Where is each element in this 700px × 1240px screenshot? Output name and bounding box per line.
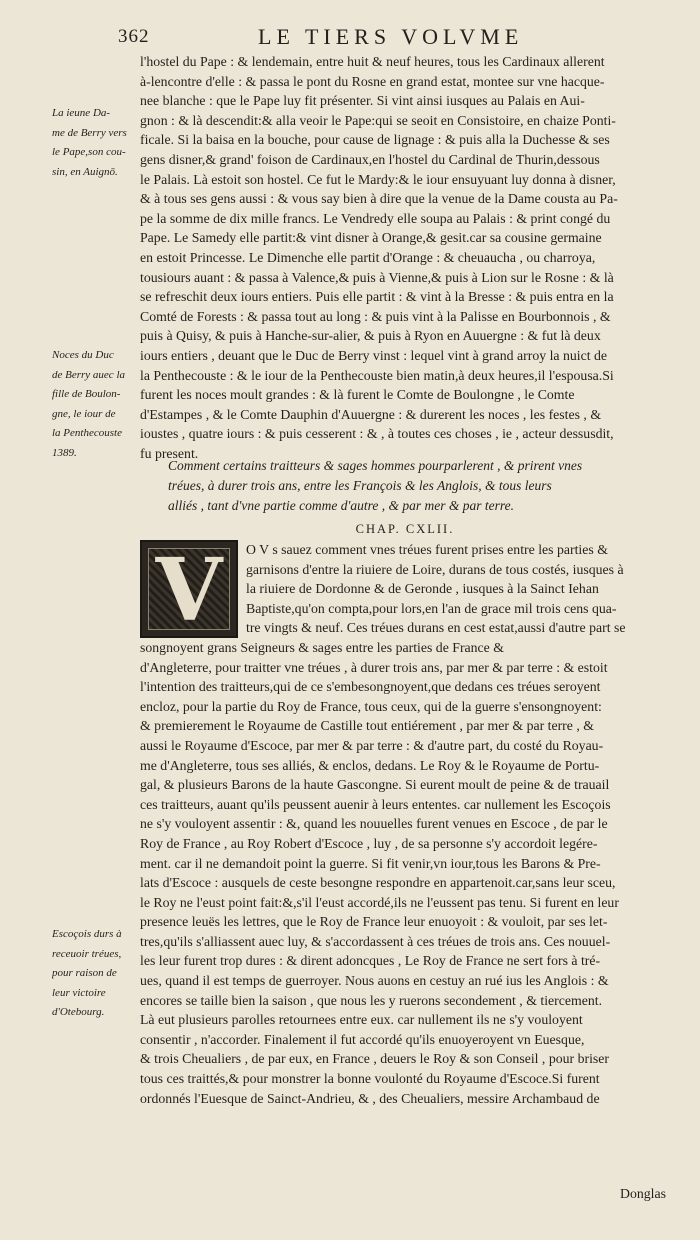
text-line: ues, quand il est temps de guerroyer. Nous auons en cestuy an rué ius les Anglois : & [140,973,609,989]
caption-line: Comment certains traitteurs & sages hommes pourparlerent , & prirent vnes [168,458,583,473]
margin-note-line: le Pape,son cou- [52,146,126,159]
text-line: ioustes , quatre iours : & puis cesserent : & , à toutes ces choses , ie , acteur dessusdit, [140,426,614,442]
text-line: se refreschit deux iours entiers. Puis elle partit : & vint à la Bresse : & puis entra en la [140,289,614,305]
text-line: ne s'y vouloyent assentir : &, quand les nouuelles furent venues en Escoce , de par le [140,816,608,832]
text-line: tous ces traittés,& pour monstrer la bonne voulonté du Royaume d'Escoce.Si furent [140,1071,600,1087]
margin-note-line: sin, en Auignō. [52,165,118,178]
text-line: à-lencontre d'elle : & passa le pont du Rosne en grand estat, montee sur vne hacque- [140,73,605,89]
text-line: ordonnés l'Euesque de Sainct-Andrieu, & , des Cheualiers, messire Archambaud de [140,1090,600,1106]
text-line: me d'Angleterre, tous ses alliés, & enclos, dedans. Le Roy & le Royaume de Portu- [140,757,600,773]
text-line: encloz, pour la partie du Roy de France, tous ceux, qui de la guerre s'ensongnoyent: [140,698,602,714]
text-line: Comté de Forests : & passa tout au long : & puis vint à la Palisse en Bourbonnois , & [140,308,611,324]
text-line: songnoyent grans Seigneurs & sages entre les parties de France & [140,639,504,655]
text-line: lats d'Escoce : ausquels de ceste besongne respondre en appartenoit.car,sans leur sceu, [140,875,616,891]
text-line: gal, & plusieurs Barons de la haute Gascongne. Si eurent moult de peine & de trauail [140,777,610,793]
margin-note-line: fille de Boulon- [52,388,121,401]
margin-note-line: receuoir tréues, [52,947,122,960]
text-line: fu present. [140,445,199,461]
text-line: furent les noces moult grandes : & là furent le Comte de Boulongne , le Comte [140,387,575,403]
margin-note-line: Noces du Duc [52,349,114,361]
text-line: les leur furent trop dures : & dirent adoncques , Le Roy de France ne sert fors à tré- [140,953,601,969]
text-line: l'hostel du Pape : & lendemain, entre huit & neuf heures, tous les Cardinaux allerent [140,54,605,69]
margin-note-2 [52,346,140,464]
text-line: presence leuës les lettres, que le Roy de France leur enuoyoit : & vouloit, par ses let- [140,914,608,930]
text-line: d'Angleterre, pour traitter vne tréues , à durer trois ans, par mer & par terre : & estoit [140,659,608,675]
margin-note-line: pour raison de [52,967,117,980]
text-line: Roy de France , au Roy Robert d'Escoce , luy , de sa personne s'y accordoit legére- [140,835,598,851]
text-line: tousiours auant : & passa à Valence,& puis à Vienne,& puis à Lion sur le Rosne : & là [140,269,614,285]
text-line: ficale. Si la baisa en la bouche, pour cause de lignage : & puis alla la Duchesse & ses [140,132,610,148]
caption-line: alliés , tant d'vne partie comme d'autre , & par mer & par terre. [168,498,514,513]
text-line: consentir , n'accorder. Finalement il fut accordé qu'ils enuoyeroyent vn Euesque, [140,1031,585,1047]
text-line: l'intention des traitteurs,qui de ce s'embesongnoyent,que dedans ces tréues seroyent [140,679,601,695]
caption-line: tréues, à durer trois ans, entre les François & les Anglois, & tous leurs [168,478,552,493]
catchword: Donglas [620,1186,666,1201]
text-line: gnon : & là descendit:& alla veoir le Pape:qui se seoit en Consistoire, en chaize Ponti- [140,112,616,128]
text-line: garnisons d'entre la riuiere de Loire, durans de tous costés, iusques à [246,561,624,577]
text-line: pe la somme de dix mille francs. Le Vendredy elle soupa au Palais : & print congé du [140,210,611,226]
margin-note-line: 1389. [52,446,77,459]
text-line: O V s sauez comment vnes tréues furent prises entre les parties & [246,542,608,557]
text-line: puis à Quisy, & puis à Hanche-sur-alier, & puis à Ryon en Auuergne : & fut là deux [140,328,601,344]
text-line: la Penthecouste : & le iour de la Penthecouste bien matin,à deux heures,il l'espousa.Si [140,367,614,383]
margin-note-line: me de Berry vers [52,126,127,139]
text-line: Là eut plusieurs parolles retournees entre eux. car nullement ils ne s'y vouloyent [140,1012,583,1028]
margin-note-line: gne, le iour de [52,407,116,420]
chapter-heading: CHAP. CXLII. [355,522,455,536]
text-line: nee blanche : que le Pape luy fit présenter. Si vint ainsi iusques au Palais en Aui- [140,93,585,109]
margin-note-1 [52,104,140,182]
chapter-caption [168,456,668,516]
text-line: Pape. Le Samedy elle partit:& vint disner à Orange,& gesit.car sa cousine germaine [140,230,602,246]
text-line: & premierement le Royaume de Castille tout entiérement , par mer & par terre , & [140,718,594,734]
text-line: tre vingts & neuf. Ces tréues durans en cest estat,aussi d'autre part se [246,620,626,636]
text-line: gens disner,& grand' foison de Cardinaux,en l'hostel du Cardinal de Thurin,dessous [140,151,600,167]
text-line: le Palais. Là estoit son hostel. Ce fut le Mardy:& le iour ensuyuant luy donna à disner, [140,171,616,187]
text-line: ces traitteurs, auant qu'ils peussent auenir à leurs ententes. car nullement les Escoçois [140,796,611,812]
margin-note-line: d'Otebourg. [52,1006,105,1019]
margin-note-line: de Berry auec la [52,368,125,381]
margin-note-line: la Penthecouste [52,427,122,440]
text-line: aussi le Royaume d'Escoce, par mer & par terre : & d'autre part, du costé du Royau- [140,737,604,753]
margin-note-line: Escoçois durs à [52,928,122,940]
margin-note-line: La ieune Da- [52,107,111,119]
initial-letter: V [155,540,223,641]
text-line: & trois Cheualiers , de par eux, en France , deuers le Roy & son Conseil , pour briser [140,1051,609,1067]
margin-note-line: leur victoire [52,986,106,999]
text-line: d'Estampes , & le Comte Dauphin d'Auuergne : & durerent les noces , les festes , & [140,406,602,422]
text-line: tres,qu'ils s'alliassent auec luy, & s'accordassent à ces tréues de trois ans. Ces nouuel- [140,933,611,949]
running-title: LE TIERS VOLVME [258,24,524,49]
text-line: en estoit Princesse. Le Dimenche elle partit d'Orange : & cheuaucha , ou charroya, [140,249,596,265]
text-line: iours entiers , deuant que le Duc de Berry vinst : lequel vint à grand arroy la nuict de [140,347,608,363]
page-header [118,24,678,54]
decorated-initial [140,540,238,641]
text-line: & à tous ses gens aussi : & vous say bien à dire que la venue de la Dame cousta au Pa- [140,191,618,207]
page-number: 362 [118,26,150,47]
margin-note-3 [52,925,140,1023]
text-line: la riuiere de Dordonne & de Geronde , iusques à la Sainct Iehan [246,581,599,597]
body-text-top [140,52,670,463]
text-line: Baptiste,qu'on compta,pour lors,en l'an de grace mil trois cens qua- [246,600,617,616]
text-line: encores se taille bien la saison , que nous les y ruerons secondement , & tiercement. [140,992,603,1008]
text-line: le Roy ne l'eust point fait:&,s'il l'eust accordé,ils ne l'eussent pas tenu. Si furent en leur [140,894,619,910]
text-line: ment. car il ne demandoit point la guerre. Si fit venir,vn iour,tous les Barons & Pre- [140,855,601,871]
